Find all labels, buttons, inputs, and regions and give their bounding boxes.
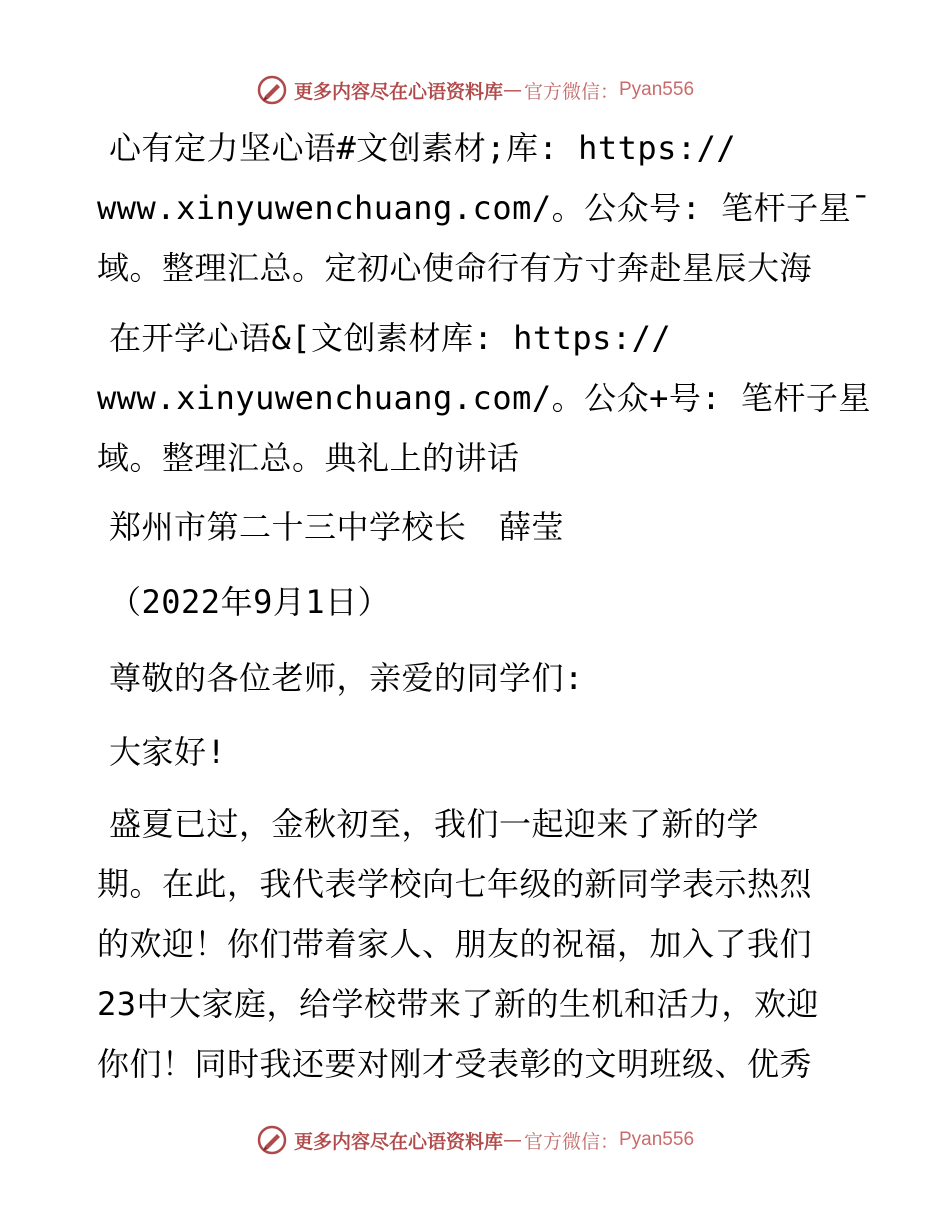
text-line: 大家好!	[109, 733, 227, 771]
text-line: 域。整理汇总。典礼上的讲话	[97, 439, 520, 477]
text-line: 心有定力坚心语#文创素材;库: https://	[109, 129, 737, 167]
text-line: 的欢迎！你们带着家人、朋友的祝福，加入了我们	[97, 925, 813, 963]
header-watermark	[0, 70, 950, 110]
watermark-wechat-id: Pyan556	[619, 1129, 695, 1150]
watermark-main-text: 更多内容尽在心语资料库	[293, 1130, 503, 1153]
paragraph-body	[97, 794, 867, 1094]
paragraph-2	[97, 308, 871, 488]
text-line: 盛夏已过，金秋初至，我们一起迎来了新的学	[109, 805, 760, 843]
text-line: 在开学心语&[文创素材库: https://	[109, 319, 672, 357]
watermark-separator: —	[502, 79, 522, 101]
text-line: （2022年9月1日）	[109, 583, 391, 621]
greeting-line	[97, 722, 867, 782]
text-line: 尊敬的各位老师，亲爱的同学们:	[109, 659, 584, 697]
salutation-line	[97, 648, 867, 708]
watermark-separator: —	[502, 1129, 522, 1151]
watermark-label: 官方微信：	[523, 80, 619, 103]
footer-watermark	[0, 1120, 950, 1160]
watermark-label: 官方微信：	[523, 1130, 619, 1153]
author-line	[97, 497, 867, 557]
text-line: www.xinyuwenchuang.com/。公众+号: 笔杆子星	[97, 379, 871, 417]
text-line: www.xinyuwenchuang.com/。公众号: 笔杆子星¯	[97, 189, 871, 227]
text-line: 郑州市第二十三中学校长 薛莹	[109, 508, 565, 546]
text-line: 23中大家庭，给学校带来了新的生机和活力，欢迎	[97, 985, 820, 1023]
pen-logo-icon	[256, 1124, 288, 1156]
watermark-wechat-id: Pyan556	[619, 79, 695, 100]
paragraph-1	[97, 118, 871, 298]
text-line: 期。在此，我代表学校向七年级的新同学表示热烈	[97, 865, 813, 903]
text-line: 域。整理汇总。定初心使命行有方寸奔赴星辰大海	[97, 249, 813, 287]
watermark-main-text: 更多内容尽在心语资料库	[293, 80, 503, 103]
pen-logo-icon	[256, 74, 288, 106]
date-line	[97, 572, 867, 632]
text-line: 你们！同时我还要对刚才受表彰的文明班级、优秀	[97, 1045, 813, 1083]
